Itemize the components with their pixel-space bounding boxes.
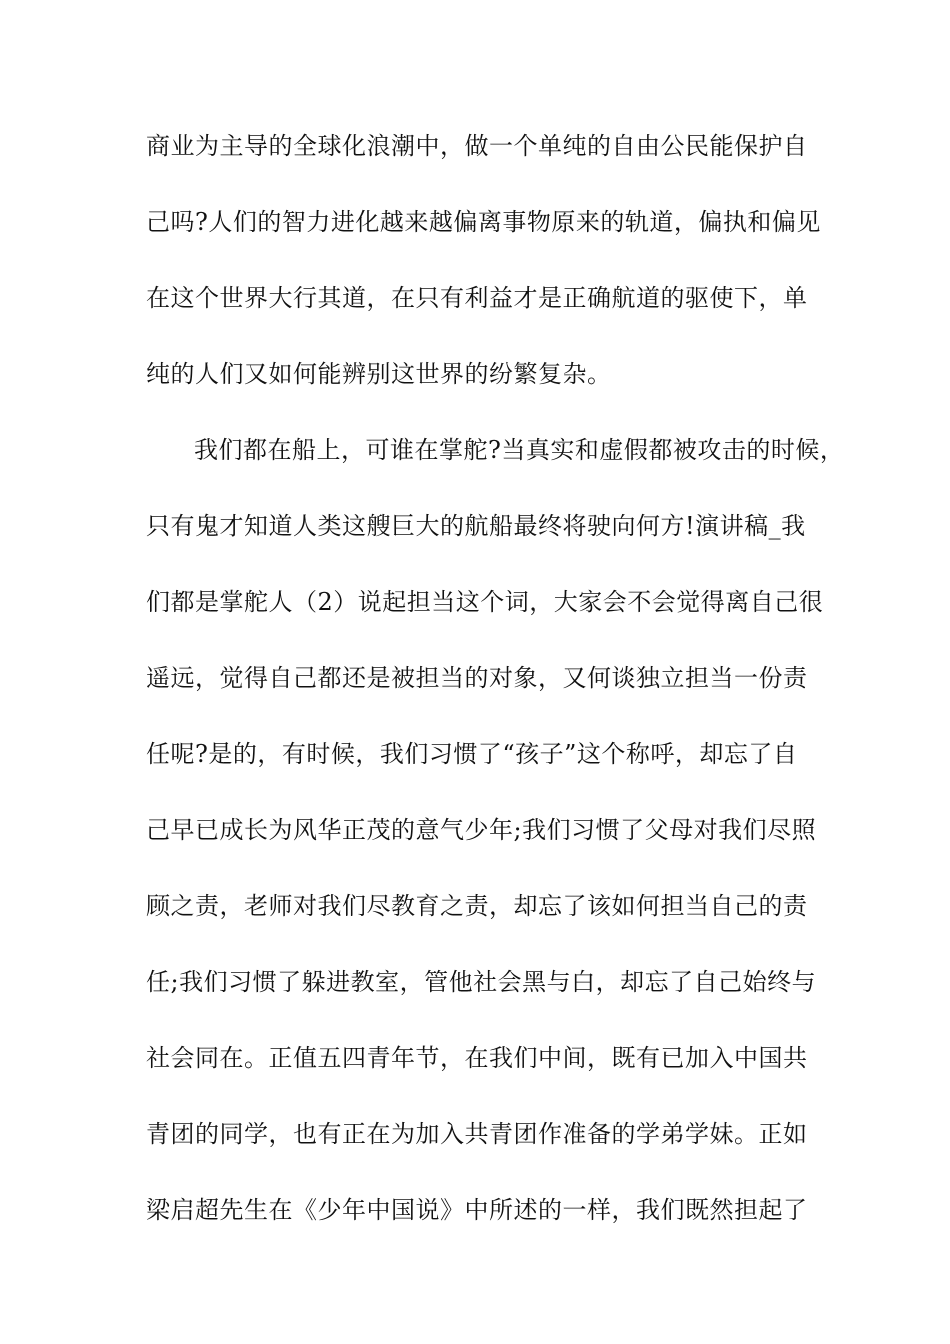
text-line-7: 们都是掌舵人（2）说起担当这个词，大家会不会觉得离自己很 [146, 588, 824, 616]
text-line-10: 己早已成长为风华正茂的意气少年;我们习惯了父母对我们尽照 [146, 816, 817, 844]
text-line-3: 在这个世界大行其道，在只有利益才是正确航道的驱使下，单 [146, 284, 808, 312]
text-line-14: 青团的同学，也有正在为加入共青团作准备的学弟学妹。正如 [146, 1120, 808, 1148]
text-line-12: 任;我们习惯了躲进教室，管他社会黑与白，却忘了自己始终与 [146, 968, 817, 996]
text-line-2: 己吗?人们的智力进化越来越偏离事物原来的轨道，偏执和偏见 [146, 208, 821, 236]
text-line-8: 遥远，觉得自己都还是被担当的对象，又何谈独立担当一份责 [146, 664, 808, 692]
text-line-5: 我们都在船上，可谁在掌舵?当真实和虚假都被攻击的时候， [194, 436, 845, 464]
text-line-1: 商业为主导的全球化浪潮中，做一个单纯的自由公民能保护自 [146, 132, 808, 160]
text-line-9: 任呢?是的，有时候，我们习惯了“孩子”这个称呼，却忘了自 [146, 740, 798, 768]
text-line-6: 只有鬼才知道人类这艘巨大的航船最终将驶向何方!演讲稿_我 [146, 512, 806, 540]
text-line-15: 梁启超先生在《少年中国说》中所述的一样，我们既然担起了 [146, 1196, 808, 1224]
text-line-11: 顾之责，老师对我们尽教育之责，却忘了该如何担当自己的责 [146, 892, 808, 920]
text-line-4: 纯的人们又如何能辨别这世界的纷繁复杂。 [146, 360, 612, 388]
text-line-13: 社会同在。正值五四青年节，在我们中间，既有已加入中国共 [146, 1044, 808, 1072]
